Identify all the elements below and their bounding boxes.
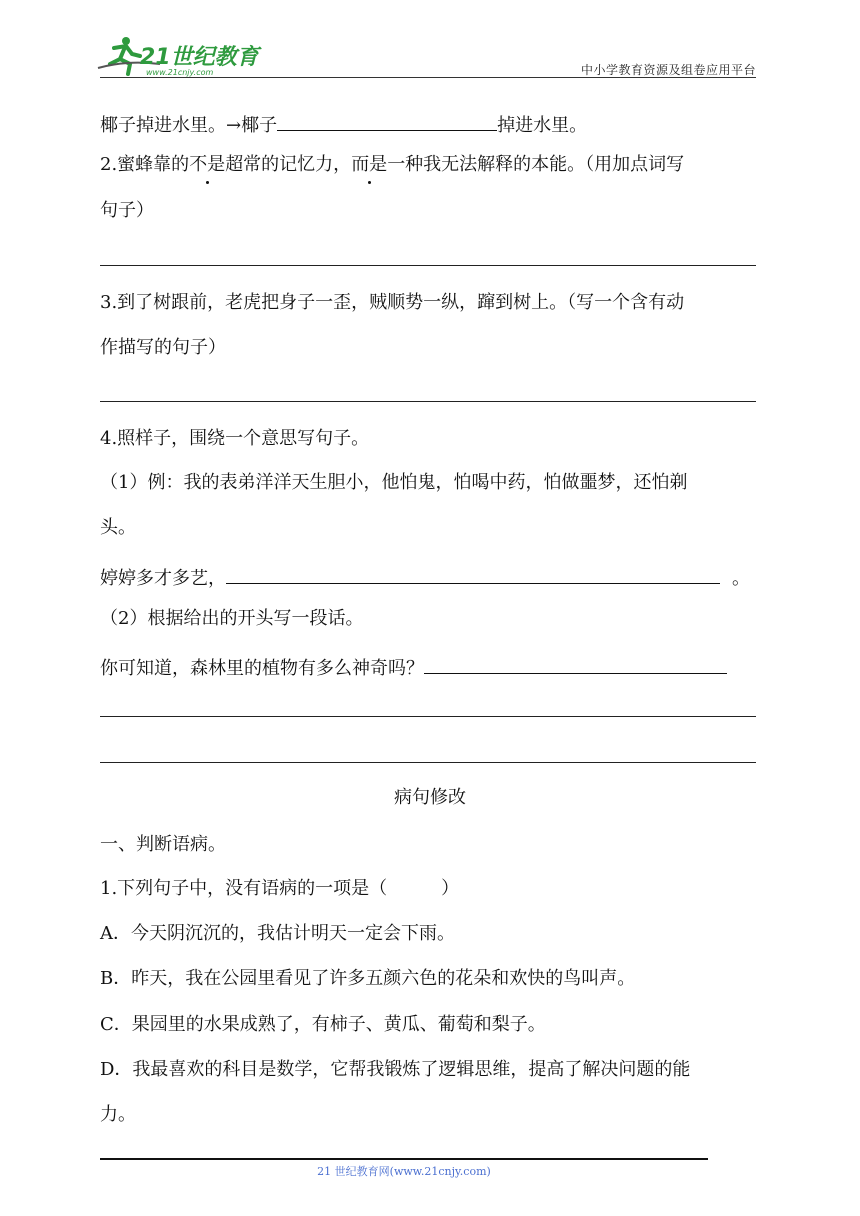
answer-line[interactable] (100, 716, 756, 717)
q2-text: 一种我无法解释的本能。（用加点词写 (387, 154, 685, 175)
question-2-cont: 句子） (100, 200, 154, 221)
question-4: 4.照样子，围绕一个意思写句子。 (100, 428, 370, 449)
logo (96, 34, 266, 78)
answer-suffix: 。 (732, 568, 750, 589)
emphasized-word-not (189, 153, 225, 177)
question-4-1: （1）例：我的表弟洋洋天生胆小，他怕鬼，怕喝中药，怕做噩梦，还怕剃 (100, 472, 688, 493)
question-3-cont: 作描写的句子） (100, 337, 226, 358)
question-4-1-cont: 头。 (100, 517, 136, 538)
question-4-2-answer (100, 653, 727, 681)
emphasized-word-but (351, 153, 387, 177)
fill-blank[interactable] (424, 653, 727, 674)
rewrite-line (100, 110, 587, 138)
option-c[interactable]: C．果园里的水果成熟了，有柿子、黄瓜、葡萄和梨子。 (100, 1014, 546, 1035)
sentence-original: 椰子掉进水里。 (100, 115, 226, 136)
svg-text:www.21cnjy.com: www.21cnjy.com (146, 68, 214, 77)
option-b[interactable]: B．昨天，我在公园里看见了许多五颜六色的花朵和欢快的鸟叫声。 (100, 968, 636, 989)
option-d-cont: 力。 (100, 1104, 136, 1125)
answer-line[interactable] (100, 762, 756, 763)
question-3: 3.到了树跟前，老虎把身子一歪，贼顺势一纵，蹿到树上。（写一个含有动 (100, 292, 685, 313)
footer-text: 21 世纪教育网(www.21cnjy.com) (317, 1165, 491, 1178)
answer-line[interactable] (100, 265, 756, 266)
answer-prefix: 婷婷多才多艺， (100, 568, 226, 589)
fill-blank[interactable] (226, 563, 720, 584)
q2-text: 2.蜜蜂靠的 (100, 154, 190, 175)
sentence-end: 掉进水里。 (497, 115, 588, 136)
part-heading: 一、判断语病。 (100, 834, 226, 855)
option-a[interactable]: A．今天阴沉沉的，我估计明天一定会下雨。 (100, 923, 455, 944)
question-1: 1.下列句子中，没有语病的一项是（ ） (100, 878, 460, 899)
header-divider (100, 77, 756, 78)
svg-text:21世纪教育: 21世纪教育 (140, 45, 259, 70)
footer-divider (100, 1158, 708, 1160)
answer-prefix: 你可知道，森林里的植物有多么神奇吗？ (100, 658, 424, 679)
arrow-icon: → (226, 115, 242, 136)
question-4-1-answer (100, 563, 750, 591)
section-title: 病句修改 (394, 787, 466, 808)
q2-text: 超常的记忆力， (225, 154, 352, 175)
q2-keyword-1: 不是 (189, 154, 226, 175)
q2-keyword-2: 而是 (351, 154, 388, 175)
site-title: 中小学教育资源及组卷应用平台 (580, 63, 756, 77)
question-2 (100, 153, 684, 177)
option-d[interactable]: D．我最喜欢的科目是数学，它帮我锻炼了逻辑思维，提高了解决问题的能 (100, 1059, 691, 1080)
fill-blank[interactable] (277, 110, 497, 131)
sentence-start: 椰子 (241, 115, 278, 136)
question-4-2: （2）根据给出的开头写一段话。 (100, 608, 364, 629)
answer-line[interactable] (100, 401, 756, 402)
